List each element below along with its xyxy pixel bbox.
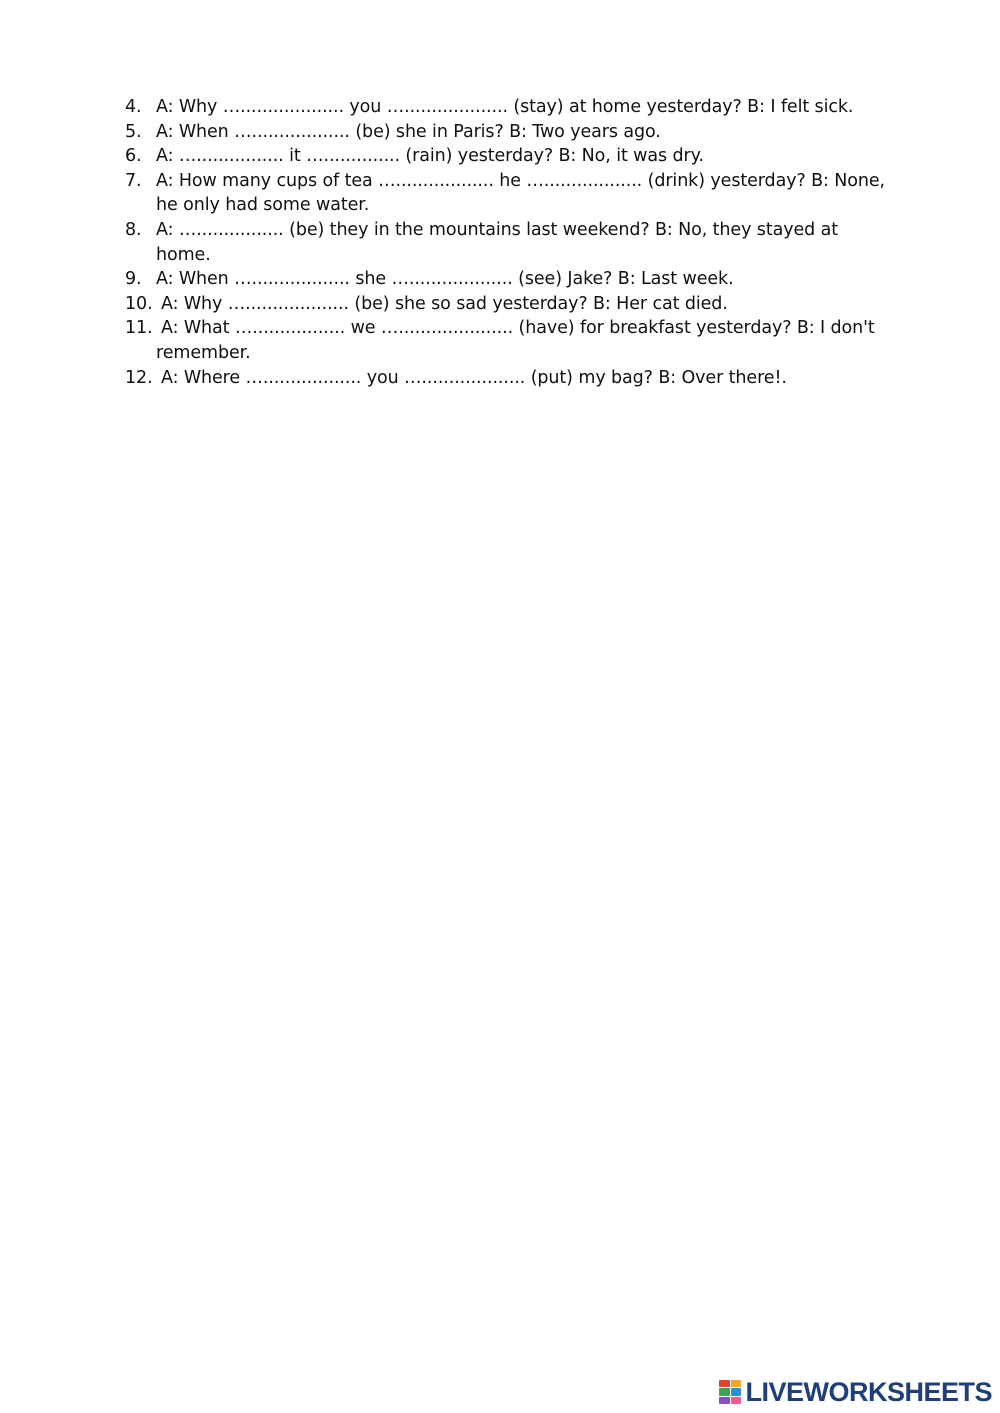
logo-block [731, 1380, 742, 1387]
exercise-item [125, 366, 895, 391]
item-number: 12. [125, 367, 153, 388]
item-text: A: …................ (be) they in the mountains last weekend? B: No, they stayed at home. [156, 219, 838, 265]
exercise-item [125, 316, 895, 365]
item-text: A: Where ….................. you …................... (put) my bag? B: Over there!. [161, 367, 787, 388]
exercise-item [125, 95, 895, 120]
item-number: 11. [125, 318, 153, 339]
exercise-item [125, 292, 895, 317]
exercise-item [125, 169, 895, 218]
item-text: A: …................ it ….............. (rain) yesterday? B: No, it was dry. [156, 146, 704, 167]
item-number: 9. [125, 269, 142, 290]
item-text: A: Why …................... you …................... (stay) at home yesterday? B: I felt sick. [156, 97, 854, 117]
item-text: A: When ….................. (be) she in Paris? B: Two years ago. [156, 121, 661, 142]
logo-block [719, 1397, 730, 1404]
exercise-item [125, 144, 895, 169]
item-number: 4. [125, 97, 142, 117]
exercise-item [125, 267, 895, 292]
logo-block [719, 1388, 730, 1395]
liveworksheets-logo-icon [719, 1380, 741, 1404]
exercise-list [125, 95, 895, 390]
brand-label: LIVEWORKSHEETS [745, 1376, 992, 1407]
item-number: 8. [125, 219, 142, 240]
item-number: 6. [125, 146, 142, 167]
item-text: A: What …................. we …..................... (have) for breakfast yesterday? B: I don't remember. [156, 318, 875, 363]
logo-block [731, 1388, 742, 1395]
item-text: A: How many cups of tea ….................. he ….................. (drink) yesterday? B: None, he only had some water. [156, 170, 885, 216]
item-text: A: Why …................... (be) she so sad yesterday? B: Her cat died. [161, 293, 728, 314]
item-number: 5. [125, 121, 142, 142]
item-number: 7. [125, 170, 142, 191]
item-text: A: When ….................. she …................... (see) Jake? B: Last week. [156, 269, 734, 290]
logo-block [731, 1397, 742, 1404]
liveworksheets-brand[interactable] [719, 1377, 992, 1407]
exercise-item [125, 120, 895, 145]
item-number: 10. [125, 293, 153, 314]
exercise-item [125, 218, 895, 267]
logo-block [719, 1380, 730, 1387]
